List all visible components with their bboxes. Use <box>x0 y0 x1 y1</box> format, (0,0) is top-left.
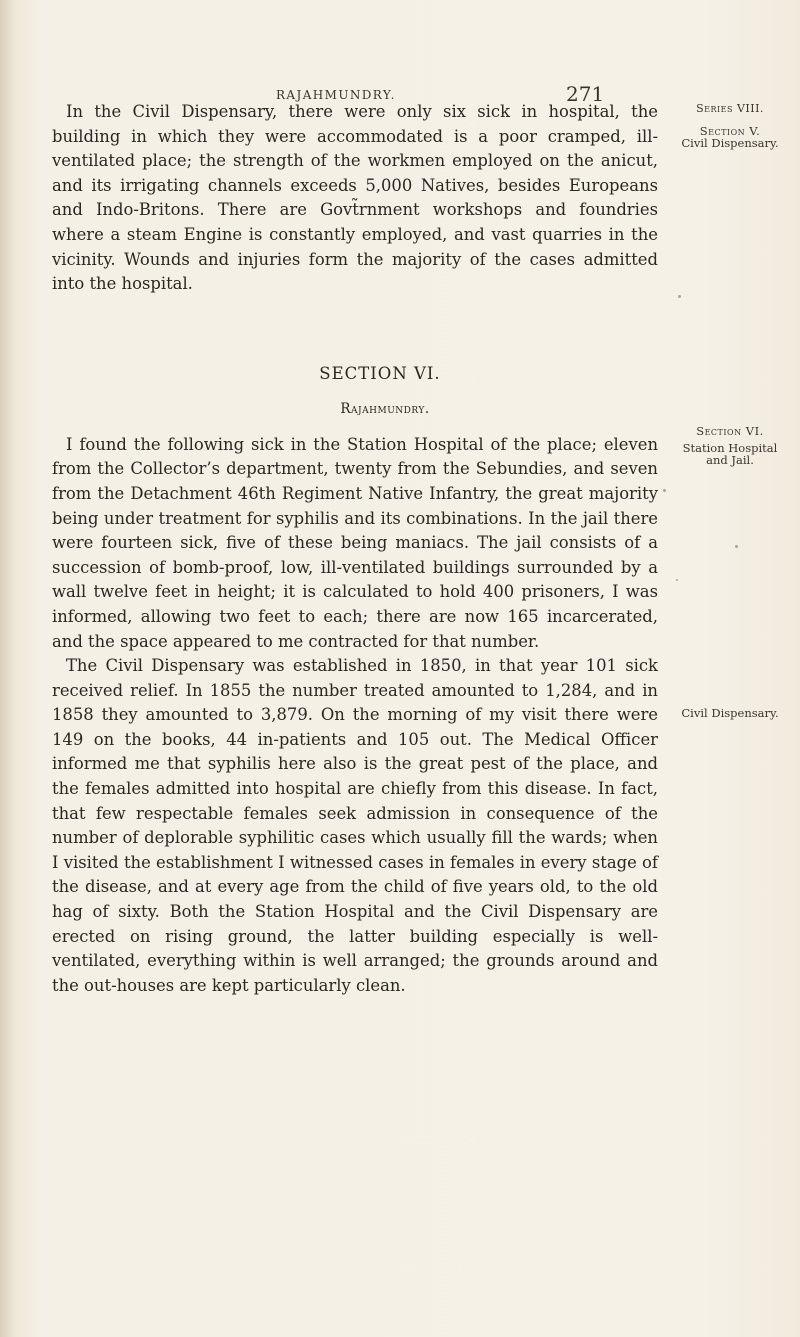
paper-speck <box>678 295 681 298</box>
sidenote-series: Series VIII. <box>696 102 764 115</box>
sidenote-section-vi: Section VI. <box>696 424 764 438</box>
paragraph-station-hospital-jail: I found the following sick in the Station Hospital of the place; eleven from the Collector’s department, twenty from the Sebundies, and seven from the Detachment 46th Regiment Native Infantry, the great majority being under treatment for syphilis and its combinations. In the jail there were fourteen sick, five of these being maniacs. The jail consists of a succession of bomb-proof, low, ill-ventilated buildings surrounded by a wall twelve feet in height; it is calculated to hold 400 prisoners, I was informed, allowing two feet to each; there are now 165 incarcerated, and the space appeared to me contracted for that number. <box>52 434 658 651</box>
paper-speck <box>676 579 678 581</box>
sidenote-and-jail: and Jail. <box>706 453 754 467</box>
sidenote-section-v: Section V. <box>699 124 761 138</box>
section-heading: SECTION VI. <box>319 363 441 383</box>
main-text <box>52 100 658 998</box>
sidenote-civil-dispensary-2: Civil Dispensary. <box>681 706 779 720</box>
sidenote-section-v-block <box>664 125 796 149</box>
paper-speck <box>735 545 738 548</box>
paragraph-civil-dispensary-section-vi: The Civil Dispensary was established in 1850, in that year 101 sick received relief. In 1855 the number treated amounted to 1,284, and in 1858 they amounted to 3,879. On the morning of my visit there were 149 on the books, 44 in-patients and 105 out. The Medical Officer informed me that syphilis here also is the great pest of the place, and the females admitted into hospital are chiefly from this disease. In fact, that few respectable females seek admission in consequence of the number of deplorable syphilitic cases which usually fill the wards; when I visited the establishment I witnessed cases in females in every stage of the disease, and at every age from the child of five years old, to the old hag of sixty. Both the Station Hospital and the Civil Dispensary are erected on rising ground, the latter building especially is well-ventilated, everything within is well arranged; the grounds around and the out-houses are kept particularly clean. <box>52 656 658 995</box>
sidenote-station-hospital: Station Hospital <box>682 441 778 455</box>
paper-speck <box>663 489 666 492</box>
running-title: RAJAHMUNDRY. <box>276 88 396 102</box>
paragraph-civil-dispensary-section-v: In the Civil Dispensary, there were only six sick in hospital, the building in which they were accommodated is a poor cramped, ill-ventilated place; the strength of the workmen employed on the anicut, and its irrigating channels exceeds 5,000 Natives, besides Europeans and Indo-Britons. There are Govt̃rnment workshops and foundries where a steam Engine is constantly employed, and vast quarries in the vicinity. Wounds and injuries form the majority of the cases admitted into the hospital. <box>52 102 658 294</box>
binding-edge <box>0 0 14 1337</box>
section-place: Rajahmundry. <box>340 400 430 417</box>
sidenote-civil-dispensary: Civil Dispensary. <box>681 136 779 150</box>
sidenote-station-hospital-block <box>664 442 796 466</box>
page-number: 271 <box>566 82 605 106</box>
